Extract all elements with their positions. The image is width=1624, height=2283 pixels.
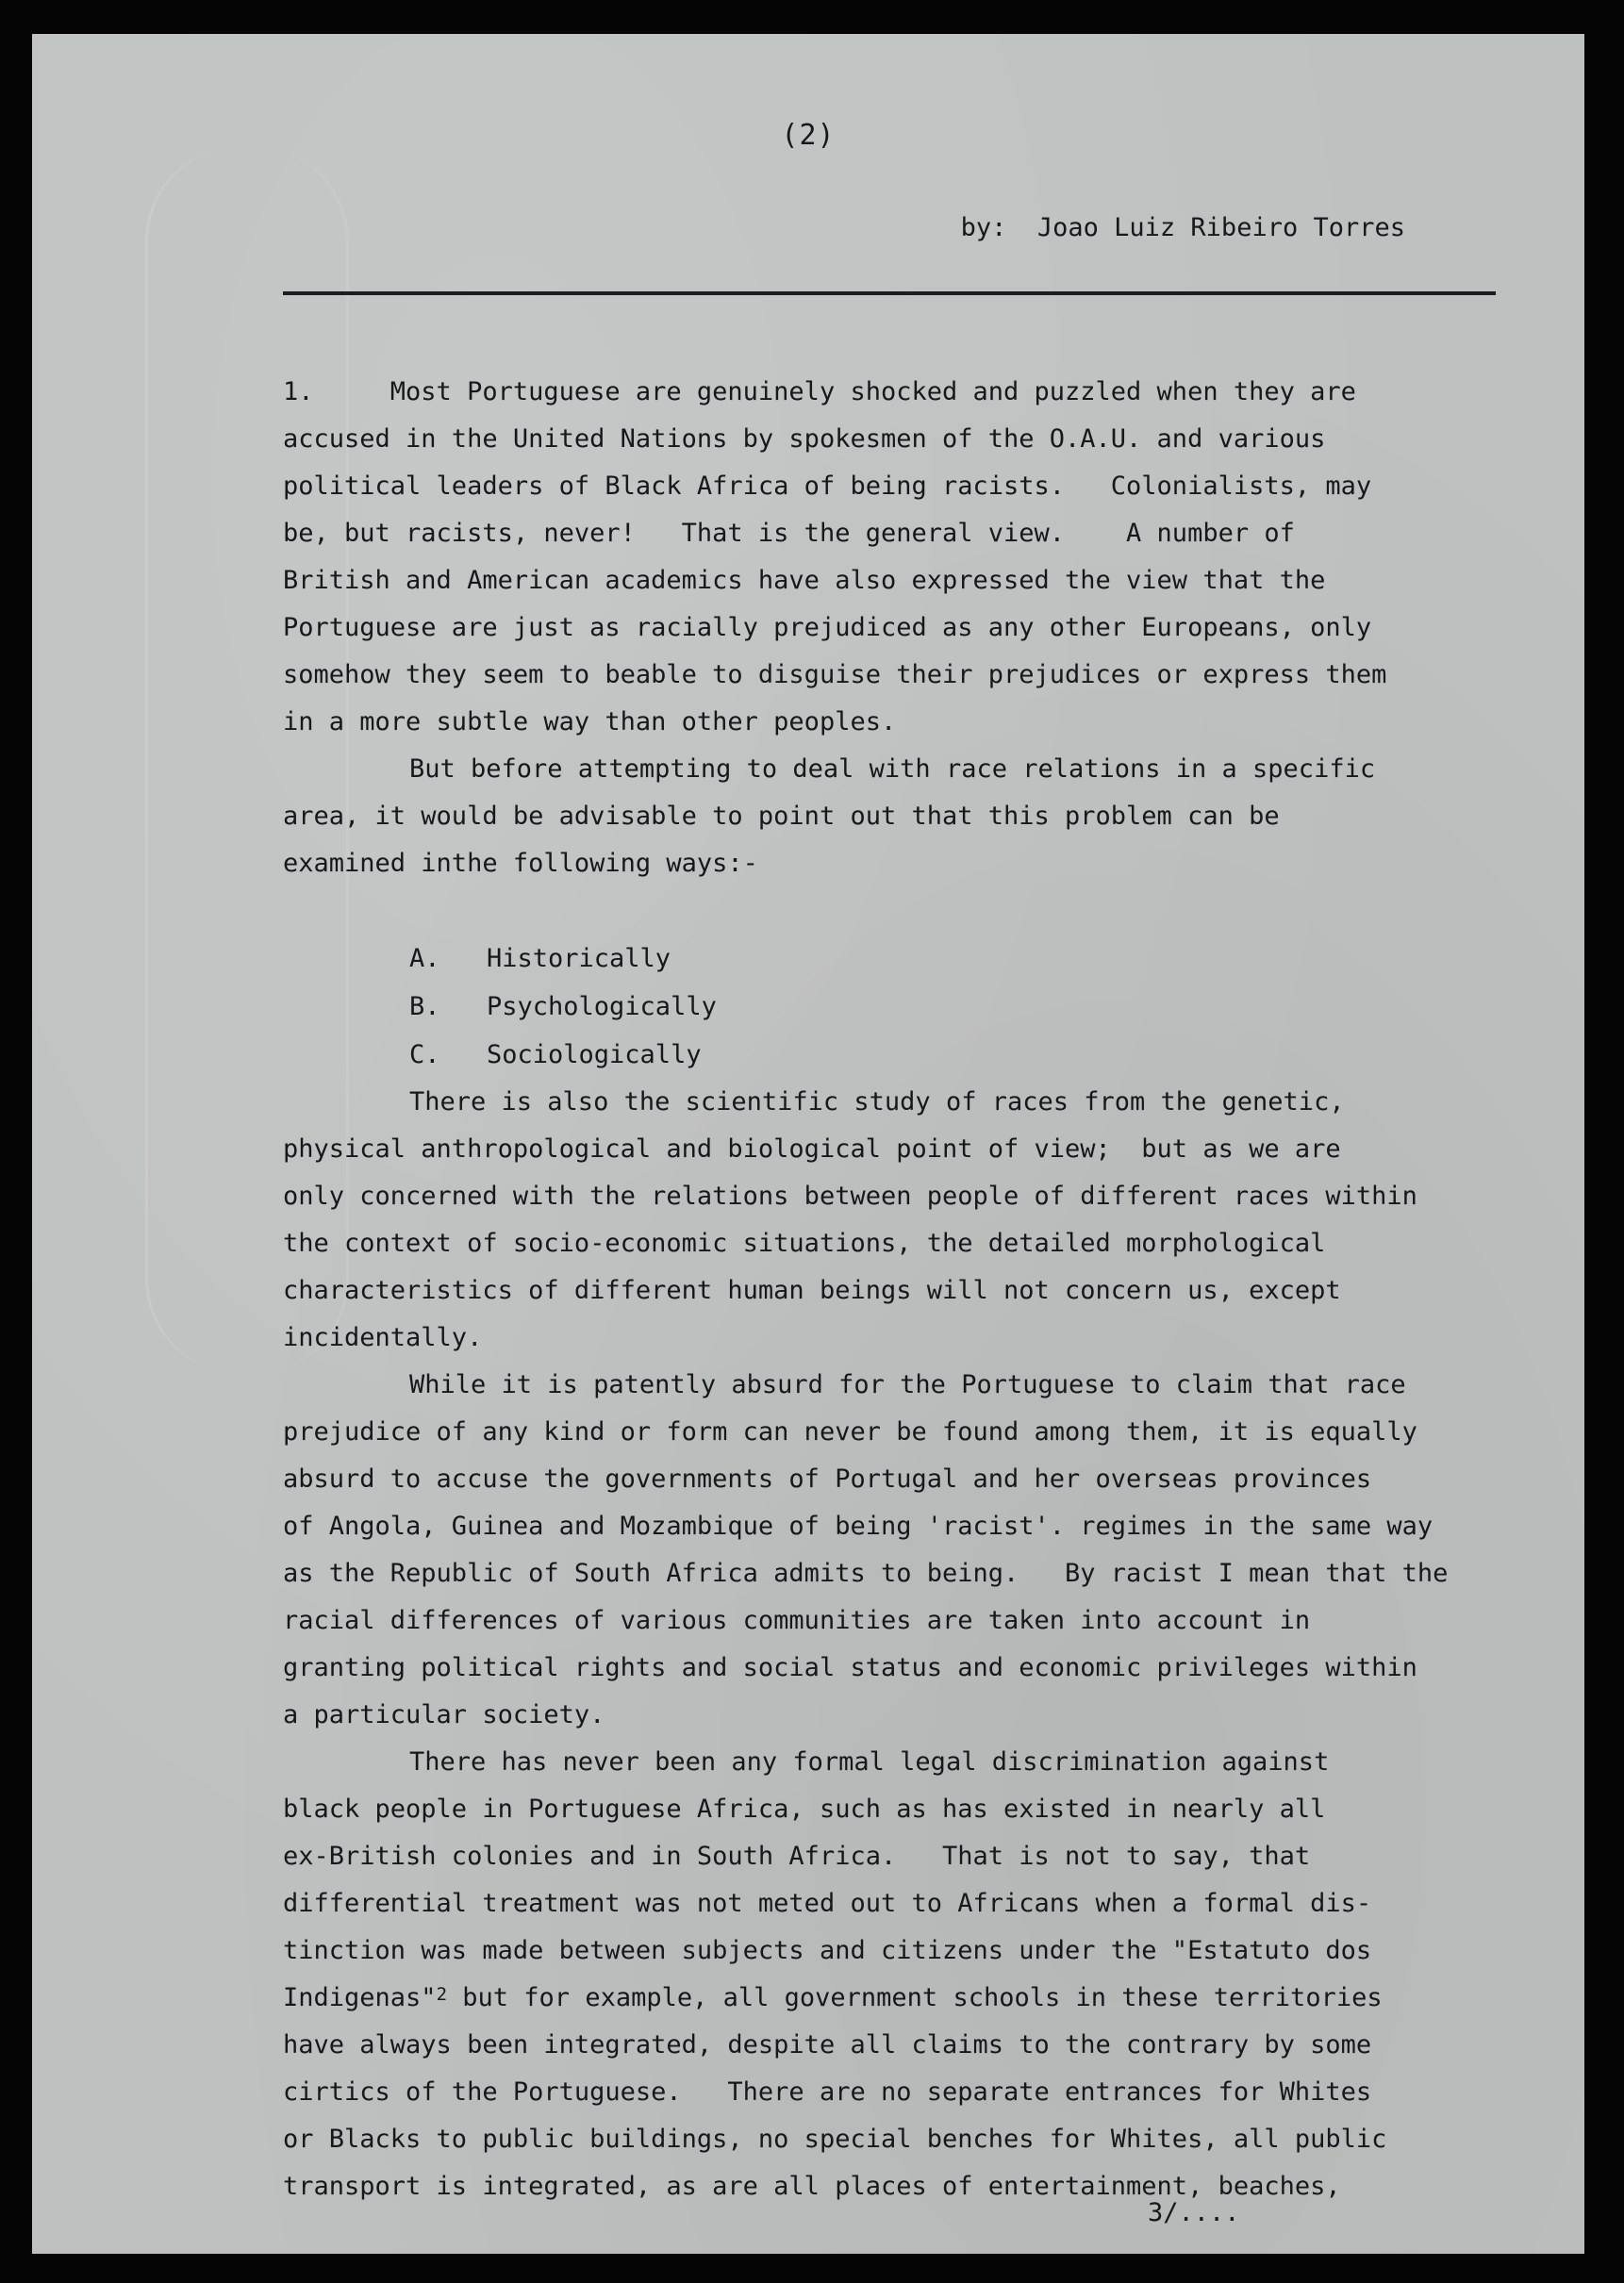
text-line: accused in the United Nations by spokesmen of the O.A.U. and various <box>283 424 1326 454</box>
list-item-label: A. <box>409 944 440 973</box>
text-line: tinction was made between subjects and citizens under the "Estatuto dos <box>283 1936 1372 1965</box>
text-line: area, it would be advisable to point out that this problem can be <box>283 802 1280 831</box>
footnote-marker: 2 <box>436 1984 448 2005</box>
continuation-marker: 3/.... <box>1148 2198 1240 2227</box>
text-line: incidentally. <box>283 1323 483 1352</box>
text-line: 1. Most Portuguese are genuinely shocked and puzzled when they are <box>283 377 1356 406</box>
text-line: as the Republic of South Africa admits to being. By racist I mean that the <box>283 1559 1449 1588</box>
text-line: a particular society. <box>283 1700 605 1729</box>
text-line: There has never been any formal legal discrimination against <box>409 1747 1330 1777</box>
text-line: ex-British colonies and in South Africa. That is not to say, that <box>283 1842 1311 1871</box>
text-line: But before attempting to deal with race relations in a specific <box>409 754 1376 784</box>
text-line: black people in Portuguese Africa, such as has existed in nearly all <box>283 1795 1326 1824</box>
list-item-text: Historically <box>487 944 671 973</box>
text-line: Portuguese are just as racially prejudiced as any other Europeans, only <box>283 613 1372 642</box>
text-line: only concerned with the relations between people of different races within <box>283 1182 1417 1211</box>
text-line: granting political rights and social status and economic privileges within <box>283 1653 1417 1682</box>
list-item <box>283 1031 1537 1079</box>
text-line: physical anthropological and biological point of view; but as we are <box>283 1134 1341 1164</box>
list-item <box>283 983 1537 1031</box>
list-item <box>283 935 1537 983</box>
text-fragment: but for example, all government schools in these territories <box>447 1983 1383 2012</box>
text-line: somehow they seem to beable to disguise their prejudices or express them <box>283 660 1387 689</box>
text-line: transport is integrated, as are all places of entertainment, beaches, <box>283 2172 1341 2201</box>
text-line-with-footnote <box>283 1975 1537 2022</box>
list-item-text: Psychologically <box>487 992 717 1021</box>
text-line: British and American academics have also expressed the view that the <box>283 566 1326 595</box>
text-line: prejudice of any kind or form can never be found among them, it is equally <box>283 1417 1417 1447</box>
spacer <box>283 887 1537 935</box>
list-item-label: B. <box>409 992 440 1021</box>
document-body <box>283 369 1537 2210</box>
list-item-text: Sociologically <box>487 1040 702 1069</box>
text-line: differential treatment was not meted out to Africans when a formal dis- <box>283 1889 1372 1918</box>
text-line: racial differences of various communities are taken into account in <box>283 1606 1311 1635</box>
text-line: in a more subtle way than other peoples. <box>283 707 897 736</box>
text-line: absurd to accuse the governments of Portugal and her overseas provinces <box>283 1464 1372 1494</box>
document-page <box>32 34 1584 2254</box>
page-number: (2) <box>781 119 836 152</box>
text-line: have always been integrated, despite all claims to the contrary by some <box>283 2030 1372 2060</box>
text-line: or Blacks to public buildings, no special benches for Whites, all public <box>283 2125 1387 2154</box>
text-line: be, but racists, never! That is the general view. A number of <box>283 519 1295 548</box>
text-line: the context of socio-economic situations, the detailed morphological <box>283 1229 1326 1258</box>
text-line: While it is patently absurd for the Portuguese to claim that race <box>409 1370 1406 1399</box>
header-divider <box>283 291 1496 295</box>
text-line: There is also the scientific study of races from the genetic, <box>409 1087 1345 1117</box>
text-line: cirtics of the Portuguese. There are no separate entrances for Whites <box>283 2077 1372 2107</box>
list-item-label: C. <box>409 1040 440 1069</box>
author-byline: by: Joao Luiz Ribeiro Torres <box>960 213 1405 242</box>
text-fragment: Indigenas" <box>283 1983 437 2012</box>
text-line: political leaders of Black Africa of being racists. Colonialists, may <box>283 471 1372 501</box>
text-line: examined inthe following ways:- <box>283 849 758 878</box>
text-line: characteristics of different human beings will not concern us, except <box>283 1276 1341 1305</box>
text-line: of Angola, Guinea and Mozambique of being 'racist'. regimes in the same way <box>283 1512 1433 1541</box>
